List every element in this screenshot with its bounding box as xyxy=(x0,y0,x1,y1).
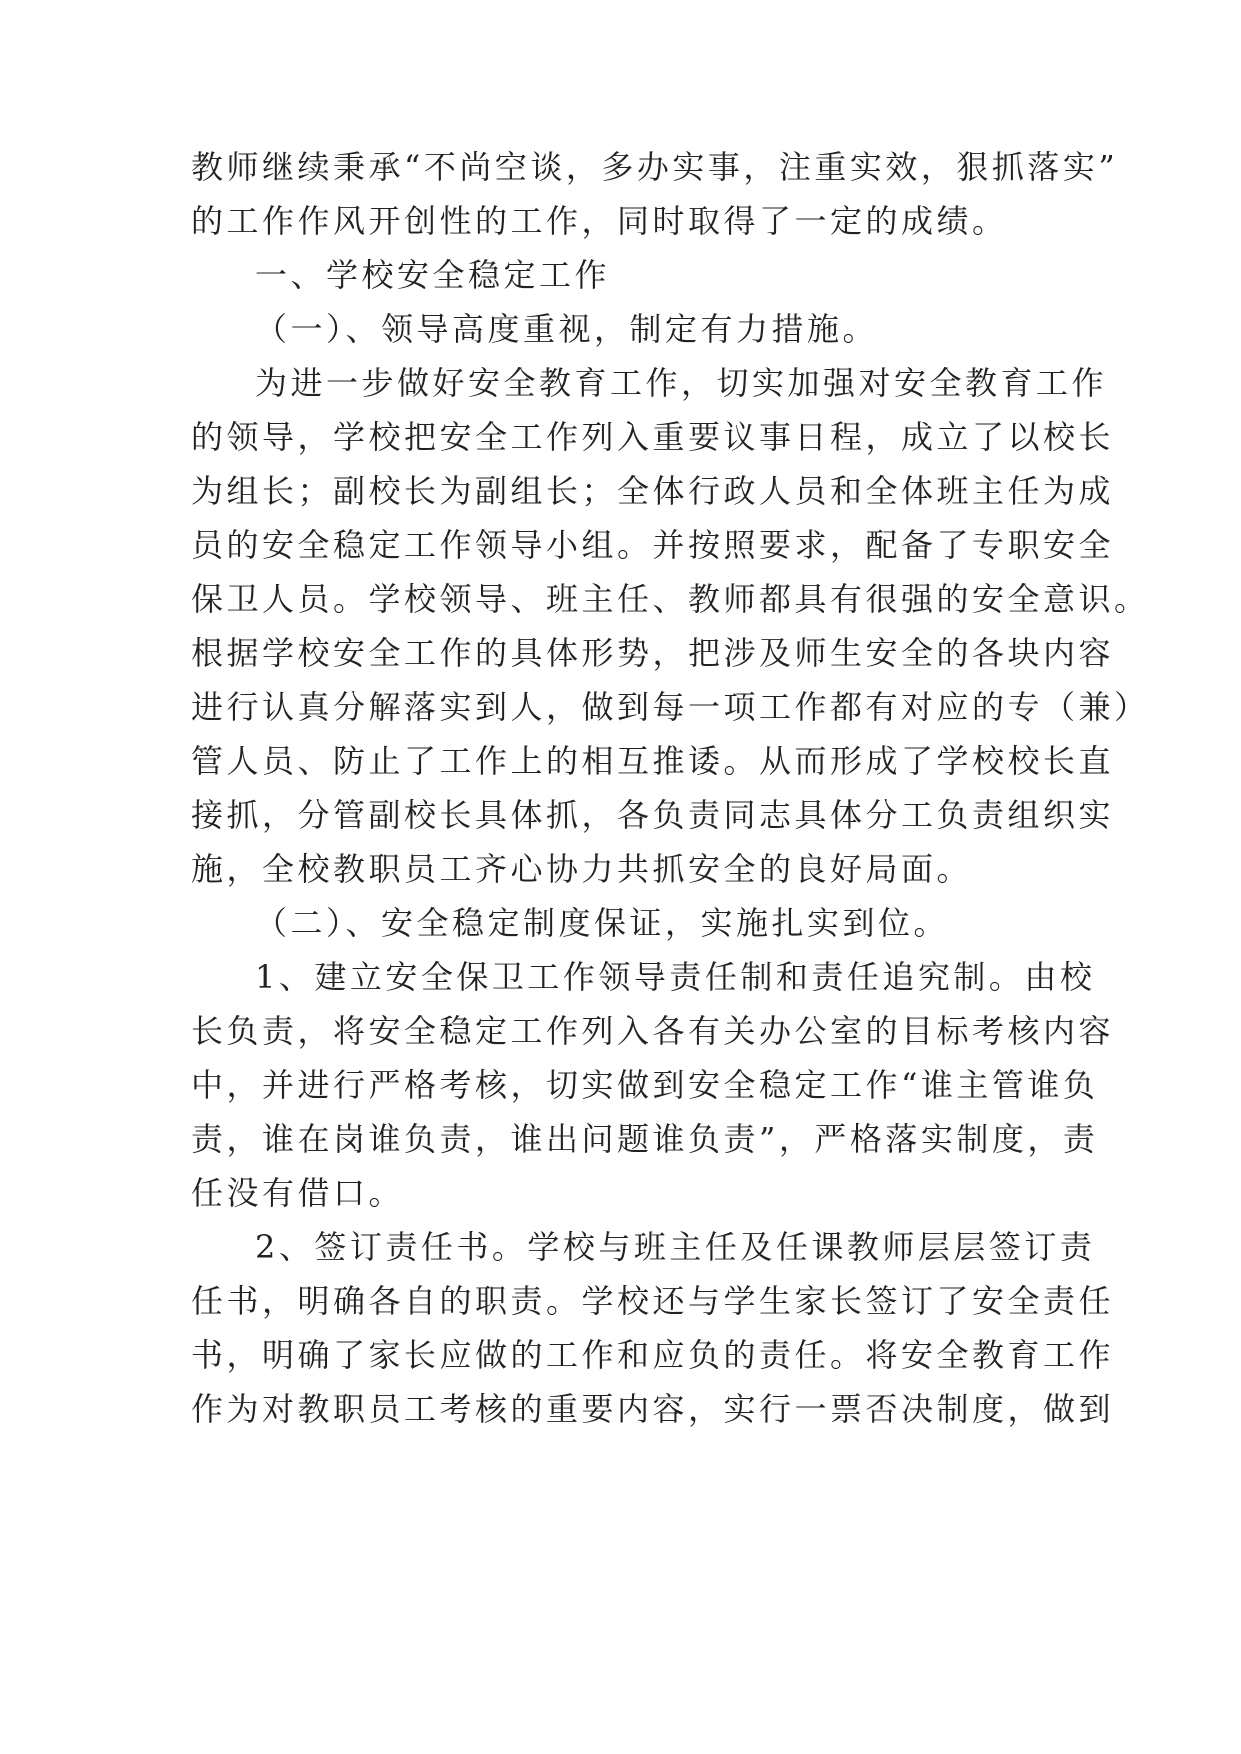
text-line: 教师继续秉承“不尚空谈，多办实事，注重实效，狠抓落实” xyxy=(191,148,1119,186)
text-line: 书，明确了家长应做的工作和应负的责任。将安全教育工作 xyxy=(191,1336,1115,1374)
text-line: 接抓，分管副校长具体抓，各负责同志具体分工负责组织实 xyxy=(191,796,1115,834)
section-heading: 一、学校安全稳定工作 xyxy=(255,256,611,294)
text-line: 长负责，将安全稳定工作列入各有关办公室的目标考核内容 xyxy=(191,1012,1115,1050)
text-line: 中，并进行严格考核，切实做到安全稳定工作“谁主管谁负 xyxy=(191,1066,1099,1104)
text-line: 任书，明确各自的职责。学校还与学生家长签订了安全责任 xyxy=(191,1282,1115,1320)
text-line: 施，全校教职员工齐心协力共抓安全的良好局面。 xyxy=(191,850,973,888)
text-line: 的领导，学校把安全工作列入重要议事日程，成立了以校长 xyxy=(191,418,1115,456)
text-line: 责，谁在岗谁负责，谁出问题谁负责”，严格落实制度，责 xyxy=(191,1120,1099,1158)
text-line: 进行认真分解落实到人，做到每一项工作都有对应的专（兼） xyxy=(191,688,1150,726)
text-line: 任没有借口。 xyxy=(191,1174,405,1212)
text-line: 作为对教职员工考核的重要内容，实行一票否决制度，做到 xyxy=(191,1390,1115,1428)
text-line: 2、签订责任书。学校与班主任及任课教师层层签订责 xyxy=(255,1228,1096,1266)
text-line: 为组长；副校长为副组长；全体行政人员和全体班主任为成 xyxy=(191,472,1115,510)
subsection-heading: （二）、安全稳定制度保证，实施扎实到位。 xyxy=(255,904,950,942)
text-line: 根据学校安全工作的具体形势，把涉及师生安全的各块内容 xyxy=(191,634,1115,672)
text-line: 管人员、防止了工作上的相互推诿。从而形成了学校校长直 xyxy=(191,742,1115,780)
subsection-heading: （一）、领导高度重视，制定有力措施。 xyxy=(255,310,879,348)
text-line: 员的安全稳定工作领导小组。并按照要求，配备了专职安全 xyxy=(191,526,1115,564)
text-line: 为进一步做好安全教育工作，切实加强对安全教育工作 xyxy=(255,364,1108,402)
text-line: 保卫人员。学校领导、班主任、教师都具有很强的安全意识。 xyxy=(191,580,1150,618)
text-line: 的工作作风开创性的工作，同时取得了一定的成绩。 xyxy=(191,202,1008,240)
text-line: 1、建立安全保卫工作领导责任制和责任追究制。由校 xyxy=(255,958,1096,996)
